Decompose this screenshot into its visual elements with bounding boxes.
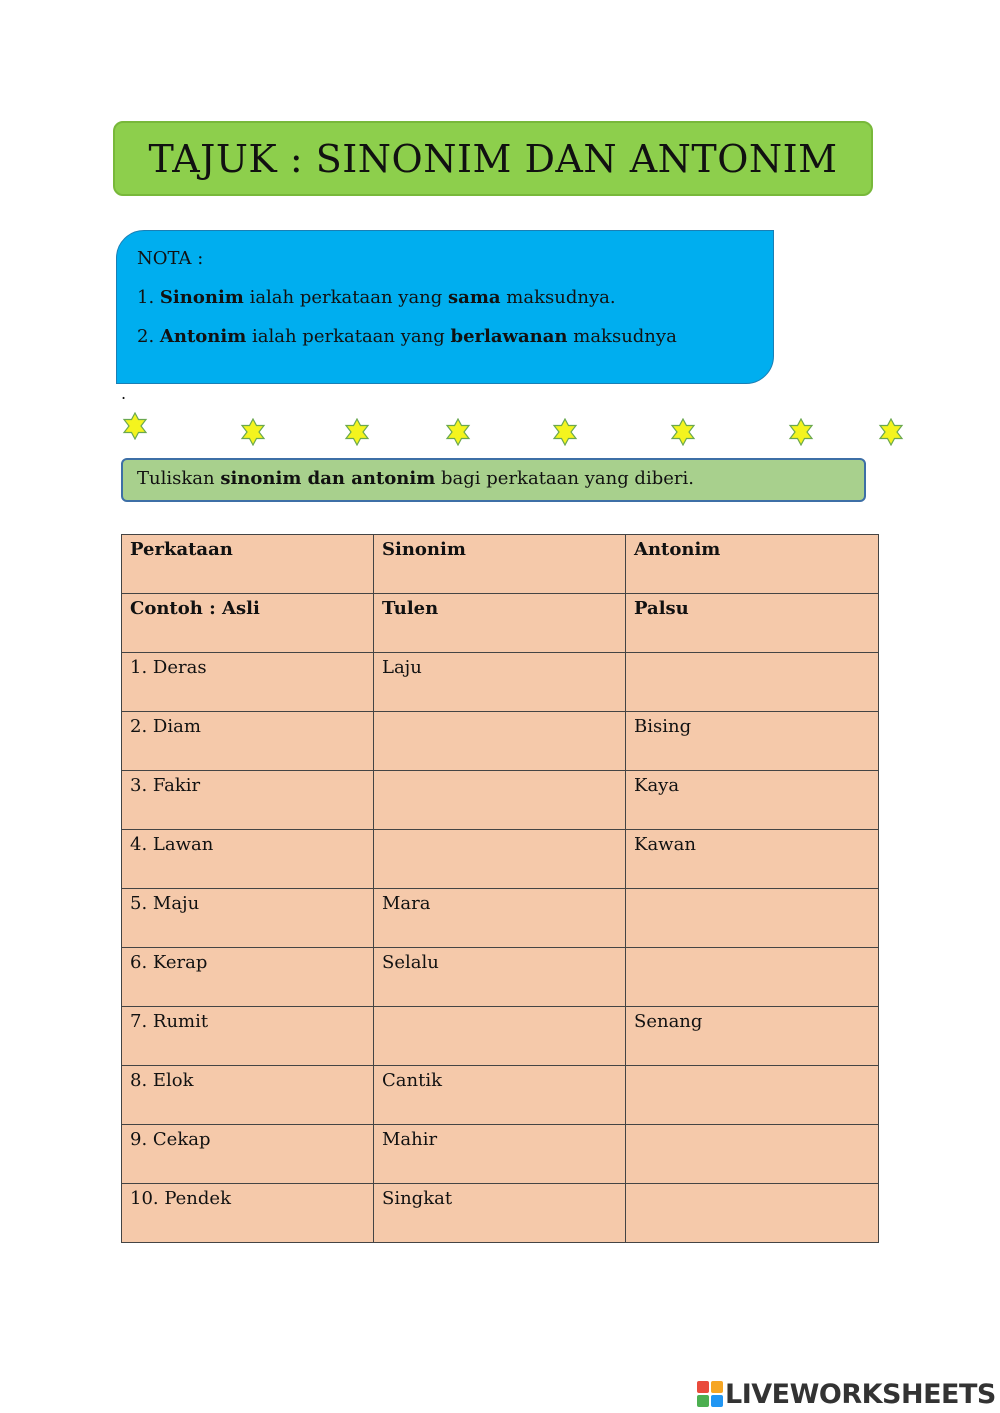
antonym-cell[interactable]	[626, 889, 879, 948]
example-synonym: Tulen	[374, 594, 626, 653]
table-row	[122, 1184, 879, 1243]
instruction-box	[121, 458, 866, 502]
table-row	[122, 653, 879, 712]
table-row	[122, 1125, 879, 1184]
page-title: TAJUK : SINONIM DAN ANTONIM	[148, 136, 838, 181]
table-row	[122, 771, 879, 830]
note-term: Sinonim	[159, 287, 244, 308]
note-item-number: 2.	[137, 326, 155, 347]
note-text: ialah perkataan yang	[249, 287, 443, 308]
header-perkataan: Perkataan	[122, 535, 374, 594]
word-cell: 10. Pendek	[122, 1184, 374, 1243]
antonym-cell[interactable]	[626, 1125, 879, 1184]
word-cell: 4. Lawan	[122, 830, 374, 889]
worksheet-table	[121, 534, 879, 1243]
note-item-1	[137, 286, 753, 310]
table-header-row	[122, 535, 879, 594]
star-icon	[444, 418, 472, 446]
star-icon	[551, 418, 579, 446]
star-icon	[787, 418, 815, 446]
logo-mark-icon	[697, 1381, 723, 1407]
synonym-cell[interactable]	[374, 712, 626, 771]
word-cell: 1. Deras	[122, 653, 374, 712]
star-icon	[343, 418, 371, 446]
synonym-cell[interactable]	[374, 1007, 626, 1066]
word-cell: 9. Cekap	[122, 1125, 374, 1184]
liveworksheets-logo	[697, 1376, 996, 1412]
synonym-cell: Selalu	[374, 948, 626, 1007]
table-row	[122, 1007, 879, 1066]
example-word: Contoh : Asli	[122, 594, 374, 653]
synonym-cell: Laju	[374, 653, 626, 712]
word-cell: 5. Maju	[122, 889, 374, 948]
header-antonim: Antonim	[626, 535, 879, 594]
antonym-cell[interactable]	[626, 948, 879, 1007]
star-icon	[877, 418, 905, 446]
separator-dot: .	[121, 384, 127, 403]
note-heading: NOTA :	[137, 248, 204, 269]
instruction-text-end: bagi perkataan yang diberi.	[441, 468, 694, 489]
note-text: ialah perkataan yang	[252, 326, 445, 347]
note-text-end: maksudnya.	[506, 287, 616, 308]
title-banner	[113, 121, 873, 196]
table-row	[122, 948, 879, 1007]
note-item-2	[137, 325, 753, 349]
example-row	[122, 594, 879, 653]
word-cell: 6. Kerap	[122, 948, 374, 1007]
word-cell: 8. Elok	[122, 1066, 374, 1125]
note-text-end: maksudnya	[573, 326, 677, 347]
synonym-cell: Cantik	[374, 1066, 626, 1125]
antonym-cell: Kawan	[626, 830, 879, 889]
star-icon	[669, 418, 697, 446]
note-box	[116, 230, 774, 384]
table-row	[122, 830, 879, 889]
table-row	[122, 889, 879, 948]
header-sinonim: Sinonim	[374, 535, 626, 594]
synonym-cell[interactable]	[374, 771, 626, 830]
synonym-cell: Mahir	[374, 1125, 626, 1184]
antonym-cell[interactable]	[626, 1066, 879, 1125]
star-icon	[239, 418, 267, 446]
antonym-cell[interactable]	[626, 653, 879, 712]
word-cell: 7. Rumit	[122, 1007, 374, 1066]
synonym-cell: Mara	[374, 889, 626, 948]
example-antonym: Palsu	[626, 594, 879, 653]
antonym-cell: Senang	[626, 1007, 879, 1066]
table-row	[122, 712, 879, 771]
note-keyword: berlawanan	[450, 326, 568, 347]
word-cell: 2. Diam	[122, 712, 374, 771]
logo-text: LIVEWORKSHEETS	[725, 1378, 996, 1410]
note-keyword: sama	[448, 287, 501, 308]
note-term: Antonim	[159, 326, 247, 347]
instruction-text: Tuliskan	[137, 468, 215, 489]
antonym-cell: Bising	[626, 712, 879, 771]
instruction-keyword: sinonim dan antonim	[220, 468, 436, 489]
star-icon	[121, 412, 149, 440]
synonym-cell: Singkat	[374, 1184, 626, 1243]
antonym-cell: Kaya	[626, 771, 879, 830]
synonym-cell[interactable]	[374, 830, 626, 889]
antonym-cell[interactable]	[626, 1184, 879, 1243]
table-row	[122, 1066, 879, 1125]
word-cell: 3. Fakir	[122, 771, 374, 830]
note-item-number: 1.	[137, 287, 155, 308]
